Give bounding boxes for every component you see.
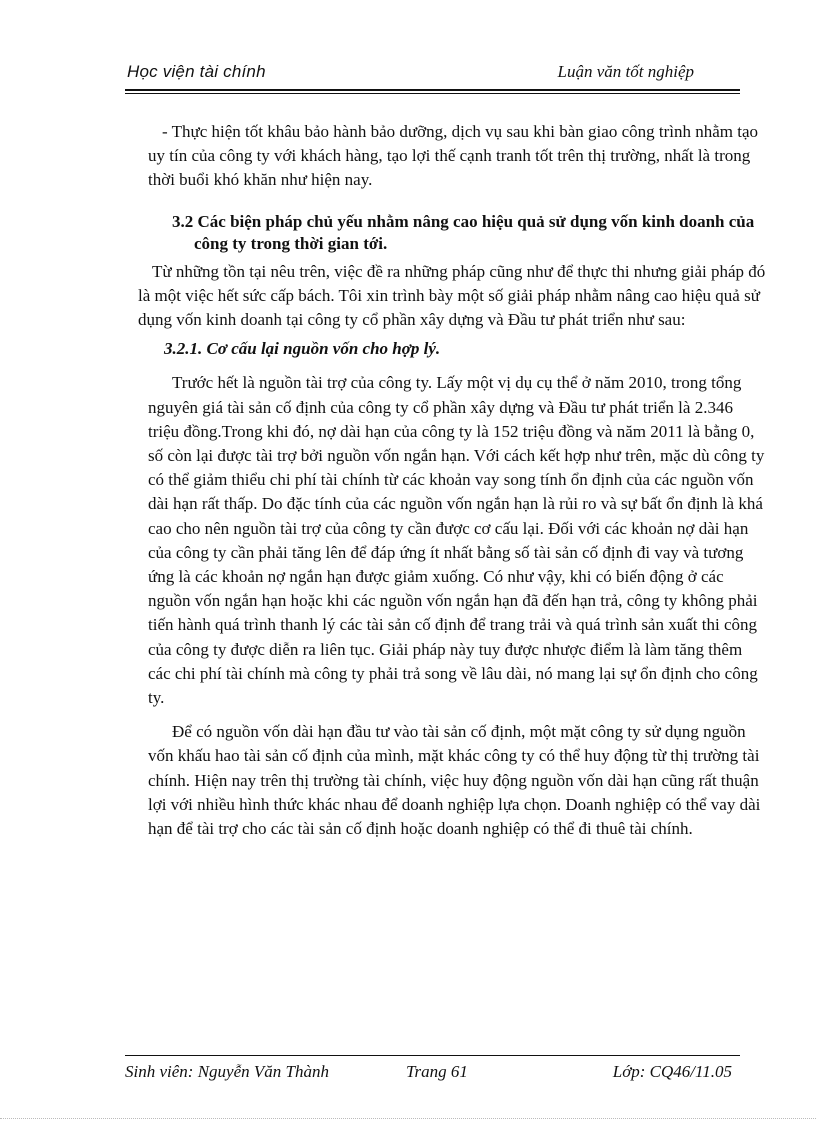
footer-class: Lớp: CQ46/11.05 <box>612 1062 732 1081</box>
footer-student: Sinh viên: Nguyễn Văn Thành <box>125 1062 329 1081</box>
page-header <box>125 62 740 90</box>
footer-divider <box>125 1055 740 1056</box>
intro-paragraph: Từ những tồn tại nêu trên, việc đề ra những pháp cũng như để thực thi nhưng giải pháp đó là một việc hết sức cấp bách. Tôi xin trình bày một số giải pháp nhằm nâng cao hiệu quả sử dụng vốn kinh doanh tại công ty cổ phần xây dựng và Đầu tư phát triển như sau: <box>138 261 766 330</box>
bullet-paragraph: - Thực hiện tốt khâu bảo hành bảo dưỡng, dịch vụ sau khi bàn giao công trình nhằm tạo uy tín của công ty với khách hàng, tạo lợi thế cạnh tranh tốt trên thị trường, nhất là trong thời buổi khó khăn như hiện nay. <box>148 122 759 190</box>
page-body <box>138 120 768 841</box>
header-document-type: Luận văn tốt nghiệp <box>557 62 694 81</box>
section-heading: 3.2 Các biện pháp chủ yếu nhằm nâng cao hiệu quả sử dụng vốn kinh doanh của công ty trong thời gian tới. <box>172 211 755 253</box>
body-paragraph-2: Để có nguồn vốn dài hạn đầu tư vào tài sản cố định, một mặt công ty sử dụng nguồn vốn khấu hao tài sản cố định của mình, mặt khác công ty có thể huy động từ thị trường tài chính. Hiện nay trên thị trường tài chính, việc huy động nguồn vốn dài hạn cũng rất thuận lợi với nhiều hình thức khác nhau để doanh nghiệp lựa chọn. Doanh nghiệp có thể vay dài hạn để tài trợ cho các tài sản cố định hoặc doanh nghiệp có thể đi thuê tài chính. <box>148 722 761 839</box>
footer-page-number: Trang 61 <box>406 1062 468 1081</box>
body-paragraph-1: Trước hết là nguồn tài trợ của công ty. Lấy một vị dụ cụ thể ở năm 2010, trong tổng nguyên giá tài sản cố định của công ty cổ phần xây dựng và Đầu tư phát triển là 2.346 triệu đồng.Trong khi đó, nợ dài hạn của công ty là 152 triệu đồng và năm 2011 là bằng 0, số còn lại được tài trợ bởi nguồn vốn ngắn hạn. Với cách kết hợp như trên, mặc dù công ty có thể giảm thiểu chi phí tài chính từ các khoản vay song tính ổn định của các nguồn vốn dài hạn rất thấp. Do đặc tính của các nguồn vốn ngắn hạn là rủi ro và sự bất ổn định là khá cao cho nên nguồn tài trợ của công ty cần được cơ cấu lại. Đối với các khoản nợ dài hạn của công ty cần phải tăng lên để đáp ứng ít nhất bằng số tài sản cố định đi vay và tương ứng là các khoản nợ ngắn hạn được giảm xuống. Có như vậy, khi có biến động ở các nguồn vốn ngắn hạn hoặc khi các nguồn vốn ngắn hạn đã đến hạn trả, công ty không phải tiến hành quá trình thanh lý các tài sản cố định để trang trải và quá trình sản xuất thi công của công ty được diễn ra liên tục. Giải pháp này tuy được nhược điểm là làm tăng thêm các chi phí tài chính mà công ty phải trả song về lâu dài, nó mang lại sự ổn định cho công ty. <box>148 373 765 708</box>
header-divider <box>125 89 740 91</box>
header-divider-thin <box>125 93 740 94</box>
header-institution: Học viện tài chính <box>127 62 266 81</box>
bottom-border <box>0 1118 816 1119</box>
subsection-heading: 3.2.1. Cơ cấu lại nguồn vốn cho hợp lý. <box>164 339 441 359</box>
